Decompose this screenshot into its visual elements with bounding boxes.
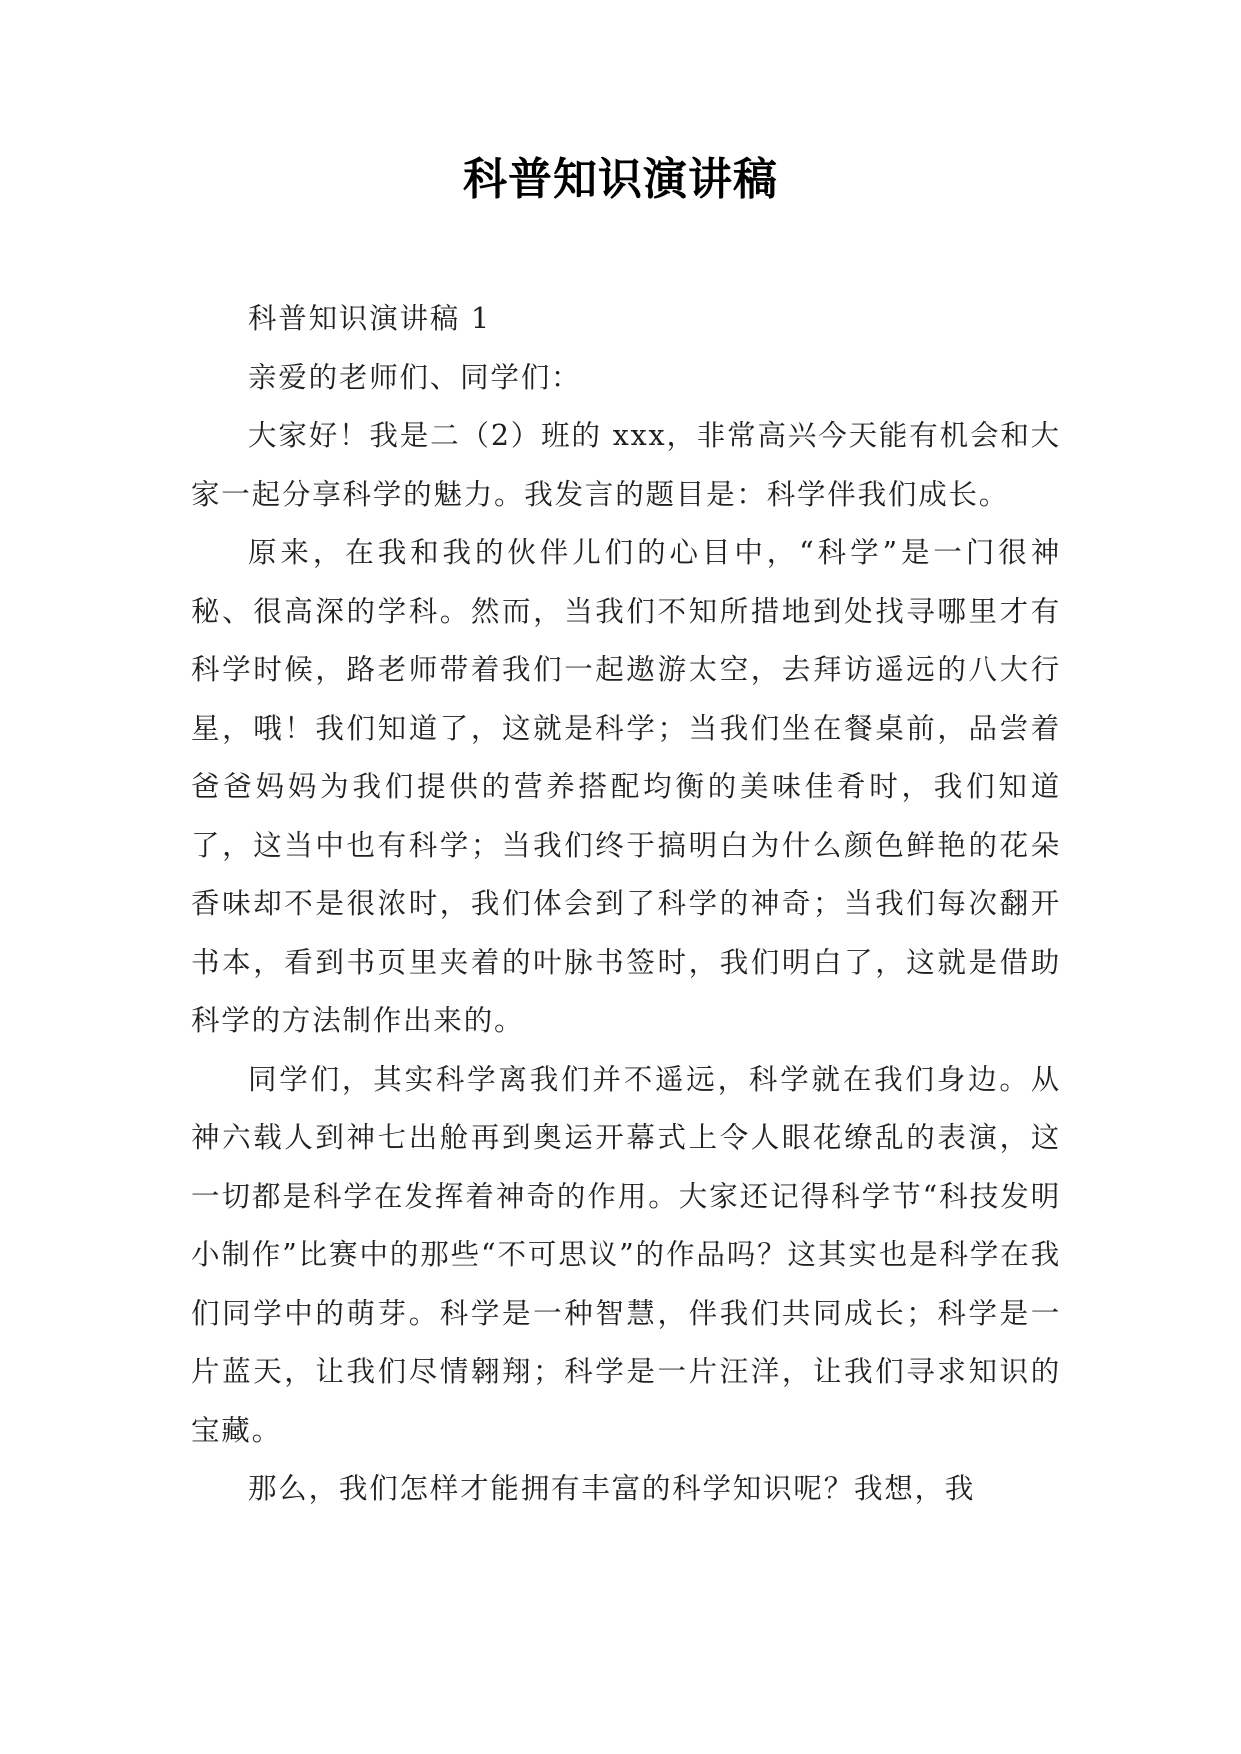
body-paragraph: 原来，在我和我的伙伴儿们的心目中，“科学”是一门很神秘、很高深的学科。然而，当我们不知所措地到处找寻哪里才有科学时候，路老师带着我们一起遨游太空，去拜访遥远的八大行星，哦！我们知道了，这就是科学；当我们坐在餐桌前，品尝着爸爸妈妈为我们提供的营养搭配均衡的美味佳肴时，我们知道了，这当中也有科学；当我们终于搞明白为什么颜色鲜艳的花朵香味却不是很浓时，我们体会到了科学的神奇；当我们每次翻开书本，看到书页里夹着的叶脉书签时，我们明白了，这就是借助科学的方法制作出来的。 xyxy=(191,536,1061,1037)
section-heading: 科普知识演讲稿 1 xyxy=(248,302,491,335)
body-paragraph: 那么，我们怎样才能拥有丰富的科学知识呢？我想，我 xyxy=(248,1472,976,1505)
body-paragraph: 同学们，其实科学离我们并不遥远，科学就在我们身边。从神六载人到神七出舱再到奥运开幕式上令人眼花缭乱的表演，这一切都是科学在发挥着神奇的作用。大家还记得科学节“科技发明小制作”比赛中的那些“不可思议”的作品吗？这其实也是科学在我们同学中的萌芽。科学是一种智慧，伴我们共同成长；科学是一片蓝天，让我们尽情翱翔；科学是一片汪洋，让我们寻求知识的宝藏。 xyxy=(191,1062,1061,1447)
document-body xyxy=(191,290,1061,1519)
salutation: 亲爱的老师们、同学们： xyxy=(248,360,582,394)
body-paragraph: 大家好！我是二（2）班的 xxx，非常高兴今天能有机会和大家一起分享科学的魅力。我发言的题目是：科学伴我们成长。 xyxy=(191,419,1061,511)
document-title: 科普知识演讲稿 xyxy=(463,154,778,205)
